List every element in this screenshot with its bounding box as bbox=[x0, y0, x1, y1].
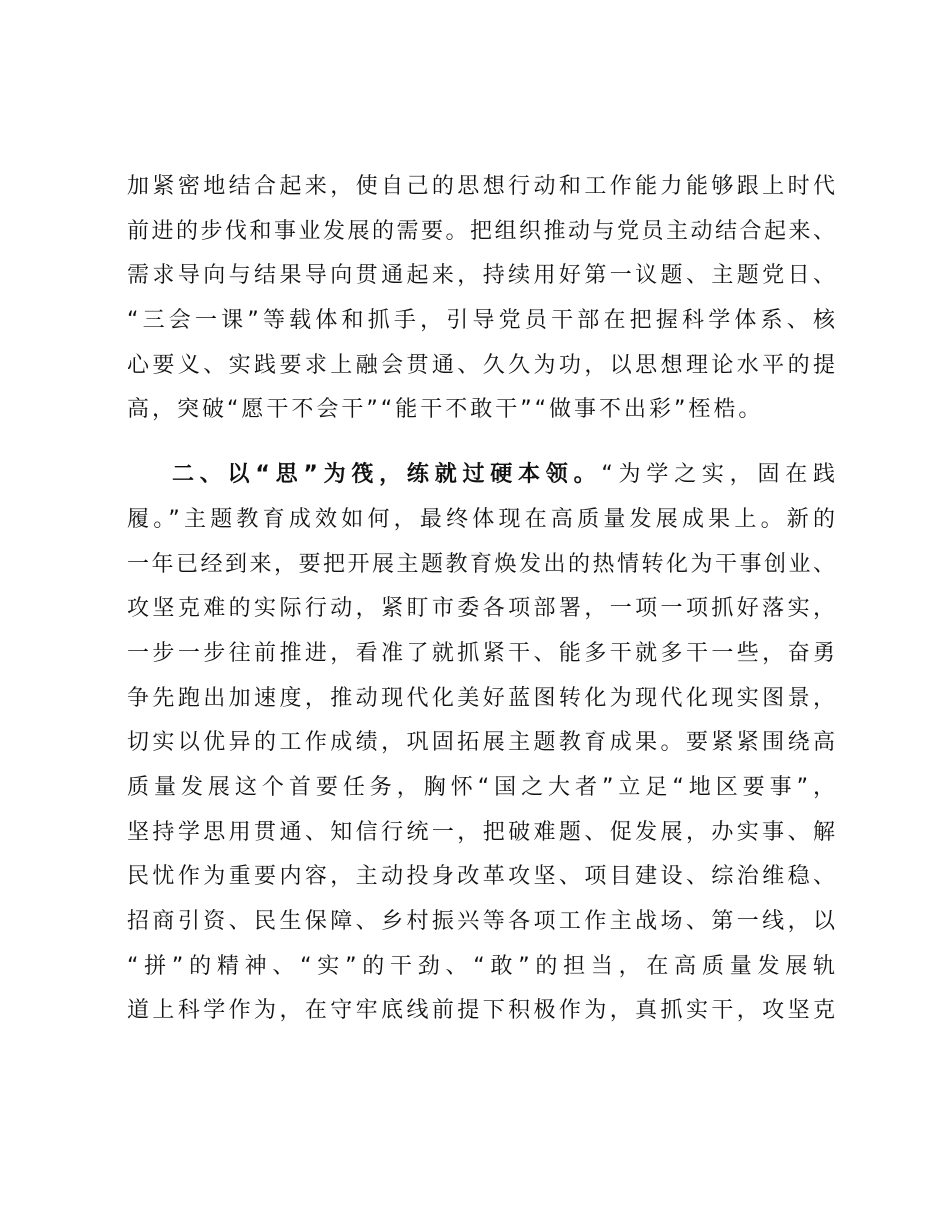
quote-start: “为学之实，固在践 bbox=[601, 462, 835, 488]
text-line: “三会一课”等载体和抓手，引导党员干部在把握科学体系、核 bbox=[127, 308, 835, 334]
paragraph-1 bbox=[127, 165, 835, 433]
text-line: 切实以优异的工作成绩，巩固拓展主题教育成果。要紧紧围绕高 bbox=[127, 730, 835, 756]
text-line: 坚持学思用贯通、知信行统一，把破难题、促发展，办实事、解 bbox=[127, 819, 835, 845]
text-line: 质量发展这个首要任务，胸怀“国之大者”立足“地区要事”， bbox=[127, 774, 835, 800]
text-line: 前进的步伐和事业发展的需要。把组织推动与党员主动结合起来、 bbox=[127, 218, 835, 244]
text-line: 攻坚克难的实际行动，紧盯市委各项部署，一项一项抓好落实， bbox=[127, 596, 835, 622]
paragraph-gap bbox=[127, 433, 835, 453]
text-line: 需求导向与结果导向贯通起来，持续用好第一议题、主题党日、 bbox=[127, 263, 835, 289]
text-line: “拼”的精神、“实”的干劲、“敢”的担当，在高质量发展轨 bbox=[127, 953, 835, 979]
text-line: 履。”主题教育成效如何，最终体现在高质量发展成果上。新的 bbox=[127, 506, 835, 532]
text-line: 加紧密地结合起来，使自己的思想行动和工作能力能够跟上时代 bbox=[127, 174, 835, 199]
text-line: 高，突破“愿干不会干”“能干不敢干”“做事不出彩”桎梏。 bbox=[127, 397, 764, 423]
document-page bbox=[127, 165, 835, 1034]
text-line: 招商引资、民生保障、乡村振兴等各项工作主战场、第一线，以 bbox=[127, 909, 835, 934]
text-line: 民忧作为重要内容，主动投身改革攻坚、项目建设、综治维稳、 bbox=[127, 864, 835, 890]
text-line: 争先跑出加速度，推动现代化美好蓝图转化为现代化现实图景， bbox=[127, 685, 835, 711]
section-heading: 二、以“思”为筏，练就过硬本领。 bbox=[172, 462, 602, 488]
text-line: 一年已经到来，要把开展主题教育焕发出的热情转化为干事创业、 bbox=[127, 551, 835, 577]
text-line: 一步一步往前推进，看准了就抓紧干、能多干就多干一些，奋勇 bbox=[127, 640, 835, 666]
text-line-first bbox=[127, 453, 835, 498]
text-line: 心要义、实践要求上融会贯通、久久为功，以思想理论水平的提 bbox=[127, 352, 835, 378]
text-line: 道上科学作为，在守牢底线前提下积极作为，真抓实干，攻坚克 bbox=[127, 998, 835, 1024]
paragraph-2 bbox=[127, 453, 835, 1034]
